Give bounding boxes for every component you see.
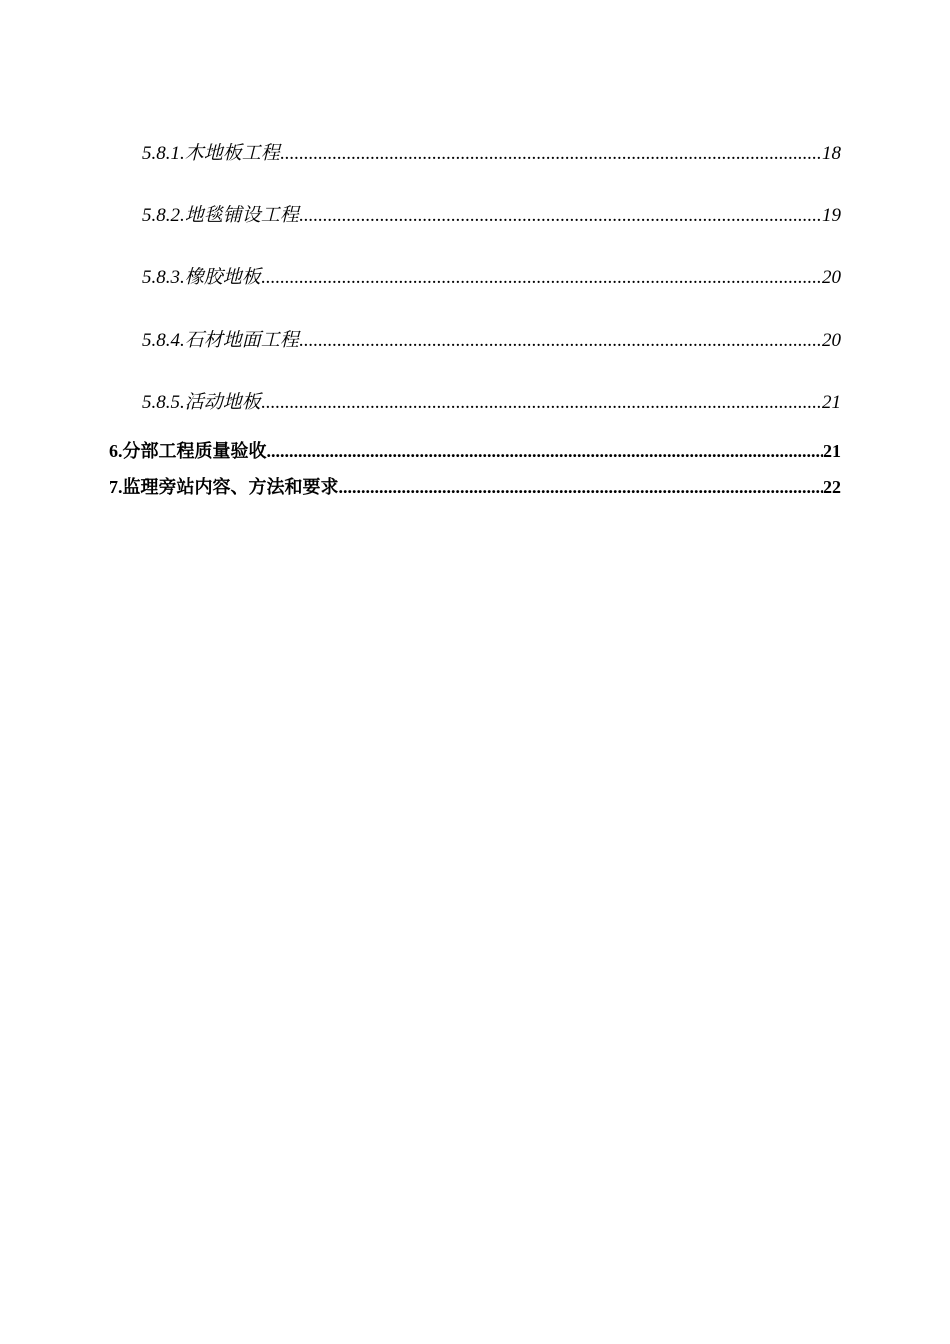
dot-leader xyxy=(261,392,822,414)
toc-entry-5-8-1[interactable] xyxy=(142,138,841,165)
toc-entry-title: 石材地面工程 xyxy=(184,330,299,351)
toc-entry-number: 5.8.4. xyxy=(142,330,185,351)
toc-entry-number: 6. xyxy=(109,441,123,461)
toc-entry-page: 19 xyxy=(822,205,841,226)
toc-entry-number: 5.8.5. xyxy=(142,392,185,413)
toc-entry-title: 橡胶地板 xyxy=(184,267,261,288)
toc-entry-number: 7. xyxy=(109,477,123,497)
toc-entry-number: 5.8.2. xyxy=(142,205,185,226)
toc-entry-5-8-3[interactable] xyxy=(142,262,841,289)
toc-entry-5-8-4[interactable] xyxy=(142,325,841,352)
toc-entry-6[interactable] xyxy=(109,437,841,463)
dot-leader xyxy=(261,267,822,289)
toc-entry-title: 木地板工程 xyxy=(184,143,280,164)
toc-entry-7[interactable] xyxy=(109,473,841,499)
dot-leader xyxy=(299,205,822,227)
toc-entry-page: 18 xyxy=(822,143,841,164)
dot-leader xyxy=(299,330,822,352)
toc-entry-5-8-2[interactable] xyxy=(142,200,841,227)
toc-entry-5-8-5[interactable] xyxy=(142,387,841,414)
toc-entry-page: 20 xyxy=(822,267,841,288)
toc-entry-page: 21 xyxy=(822,392,841,413)
toc-entry-title: 地毯铺设工程 xyxy=(184,205,299,226)
toc-entry-number: 5.8.1. xyxy=(142,143,185,164)
toc-entry-page: 22 xyxy=(823,477,841,497)
toc-entry-page: 20 xyxy=(822,330,841,351)
toc-entry-page: 21 xyxy=(823,441,841,461)
dot-leader xyxy=(280,143,822,165)
toc-entry-title: 监理旁站内容、方法和要求 xyxy=(122,477,339,497)
toc-entry-title: 分部工程质量验收 xyxy=(122,441,267,461)
dot-leader xyxy=(267,441,824,462)
toc-entry-title: 活动地板 xyxy=(184,392,261,413)
toc-entry-number: 5.8.3. xyxy=(142,267,185,288)
dot-leader xyxy=(339,477,824,498)
